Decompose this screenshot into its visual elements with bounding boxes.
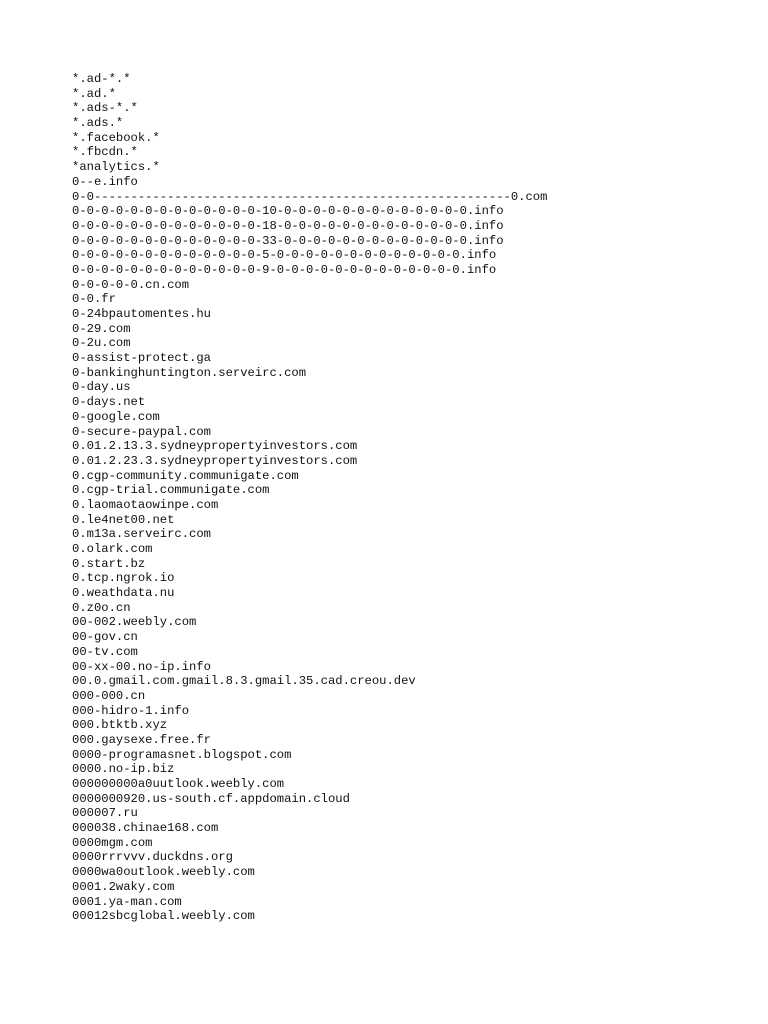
domain-line: 0.z0o.cn <box>72 600 131 615</box>
domain-line: 000007.ru <box>72 806 138 821</box>
domain-line: 00012sbcglobal.weebly.com <box>72 909 255 924</box>
domain-line: 0-day.us <box>72 380 131 395</box>
domain-line: 0-0-0-0-0.cn.com <box>72 277 190 292</box>
domain-line: 0-0-0-0-0-0-0-0-0-0-0-0-0-18-0-0-0-0-0-0-0-0-0-0-0-0-0.info <box>72 218 504 233</box>
domain-line: 0-0---------------------------------------------------------0.com <box>72 189 548 204</box>
domain-line: 0000wa0outlook.weebly.com <box>72 865 255 880</box>
domain-line: 0.weathdata.nu <box>72 586 175 601</box>
domain-line: 0.olark.com <box>72 542 153 556</box>
domain-line: 0-0-0-0-0-0-0-0-0-0-0-0-0-9-0-0-0-0-0-0-0-0-0-0-0-0-0.info <box>72 262 497 277</box>
domain-line: 0.cgp-community.communigate.com <box>72 468 299 483</box>
domain-line: 00-002.weebly.com <box>72 615 197 630</box>
domain-line: 0.start.bz <box>72 556 146 571</box>
domain-line: 0.01.2.13.3.sydneypropertyinvestors.com <box>72 439 358 454</box>
domain-line: 0.01.2.23.3.sydneypropertyinvestors.com <box>72 453 358 468</box>
domain-line: 0-0-0-0-0-0-0-0-0-0-0-0-0-5-0-0-0-0-0-0-0-0-0-0-0-0-0.info <box>72 248 497 263</box>
domain-line: *.ad.* <box>72 86 116 101</box>
domain-line: 0-days.net <box>72 395 146 410</box>
domain-line: 0001.2waky.com <box>72 879 175 894</box>
domain-line: 0-29.com <box>72 321 131 336</box>
domain-line: 0-secure-paypal.com <box>72 424 211 439</box>
domain-line: 00-xx-00.no-ip.info <box>72 659 211 674</box>
domain-line: 0-0-0-0-0-0-0-0-0-0-0-0-0-10-0-0-0-0-0-0-0-0-0-0-0-0-0.info <box>72 204 504 219</box>
document-page <box>72 72 547 924</box>
domain-line: 00-gov.cn <box>72 630 138 645</box>
domain-line: 0-0-0-0-0-0-0-0-0-0-0-0-0-33-0-0-0-0-0-0-0-0-0-0-0-0-0.info <box>72 233 504 248</box>
domain-line: 0-google.com <box>72 409 160 424</box>
domain-line: 0--e.info <box>72 174 138 189</box>
domain-line: 0.cgp-trial.communigate.com <box>72 483 270 498</box>
domain-line: *.facebook.* <box>72 130 160 145</box>
domain-line: 0.laomaotaowinpe.com <box>72 497 219 512</box>
domain-line: 000.btktb.xyz <box>72 718 168 733</box>
domain-line: 00.0.gmail.com.gmail.8.3.gmail.35.cad.creou.dev <box>72 674 416 689</box>
domain-line: *.fbcdn.* <box>72 145 138 160</box>
domain-line: 0000.no-ip.biz <box>72 762 175 777</box>
domain-line: 0.m13a.serveirc.com <box>72 527 211 542</box>
domain-line: 000000000a0uutlook.weebly.com <box>72 777 285 791</box>
domain-line: *.ad-*.* <box>72 72 131 86</box>
domain-line: 0000mgm.com <box>72 835 153 850</box>
domain-line: *analytics.* <box>72 160 160 175</box>
domain-line: 000038.chinae168.com <box>72 821 219 836</box>
domain-line: 0-2u.com <box>72 336 131 351</box>
domain-line: 0-0.fr <box>72 292 116 307</box>
domain-line: 0000000920.us-south.cf.appdomain.cloud <box>72 791 350 806</box>
domain-line: *.ads.* <box>72 116 124 131</box>
domain-line: 0-assist-protect.ga <box>72 351 211 366</box>
domain-line: 0-bankinghuntington.serveirc.com <box>72 365 307 380</box>
domain-line: 0.le4net00.net <box>72 512 175 527</box>
domain-line: 0-24bpautomentes.hu <box>72 307 211 321</box>
domain-line: 0000rrrvvv.duckdns.org <box>72 850 233 865</box>
domain-line: 000-hidro-1.info <box>72 703 190 718</box>
domain-line: 000-000.cn <box>72 688 146 703</box>
domain-line: 000.gaysexe.free.fr <box>72 732 211 747</box>
domain-line: 0.tcp.ngrok.io <box>72 571 175 586</box>
domain-line: *.ads-*.* <box>72 101 138 116</box>
domain-line: 0000-programasnet.blogspot.com <box>72 747 292 762</box>
domain-line: 00-tv.com <box>72 644 138 659</box>
domain-line: 0001.ya-man.com <box>72 894 182 909</box>
